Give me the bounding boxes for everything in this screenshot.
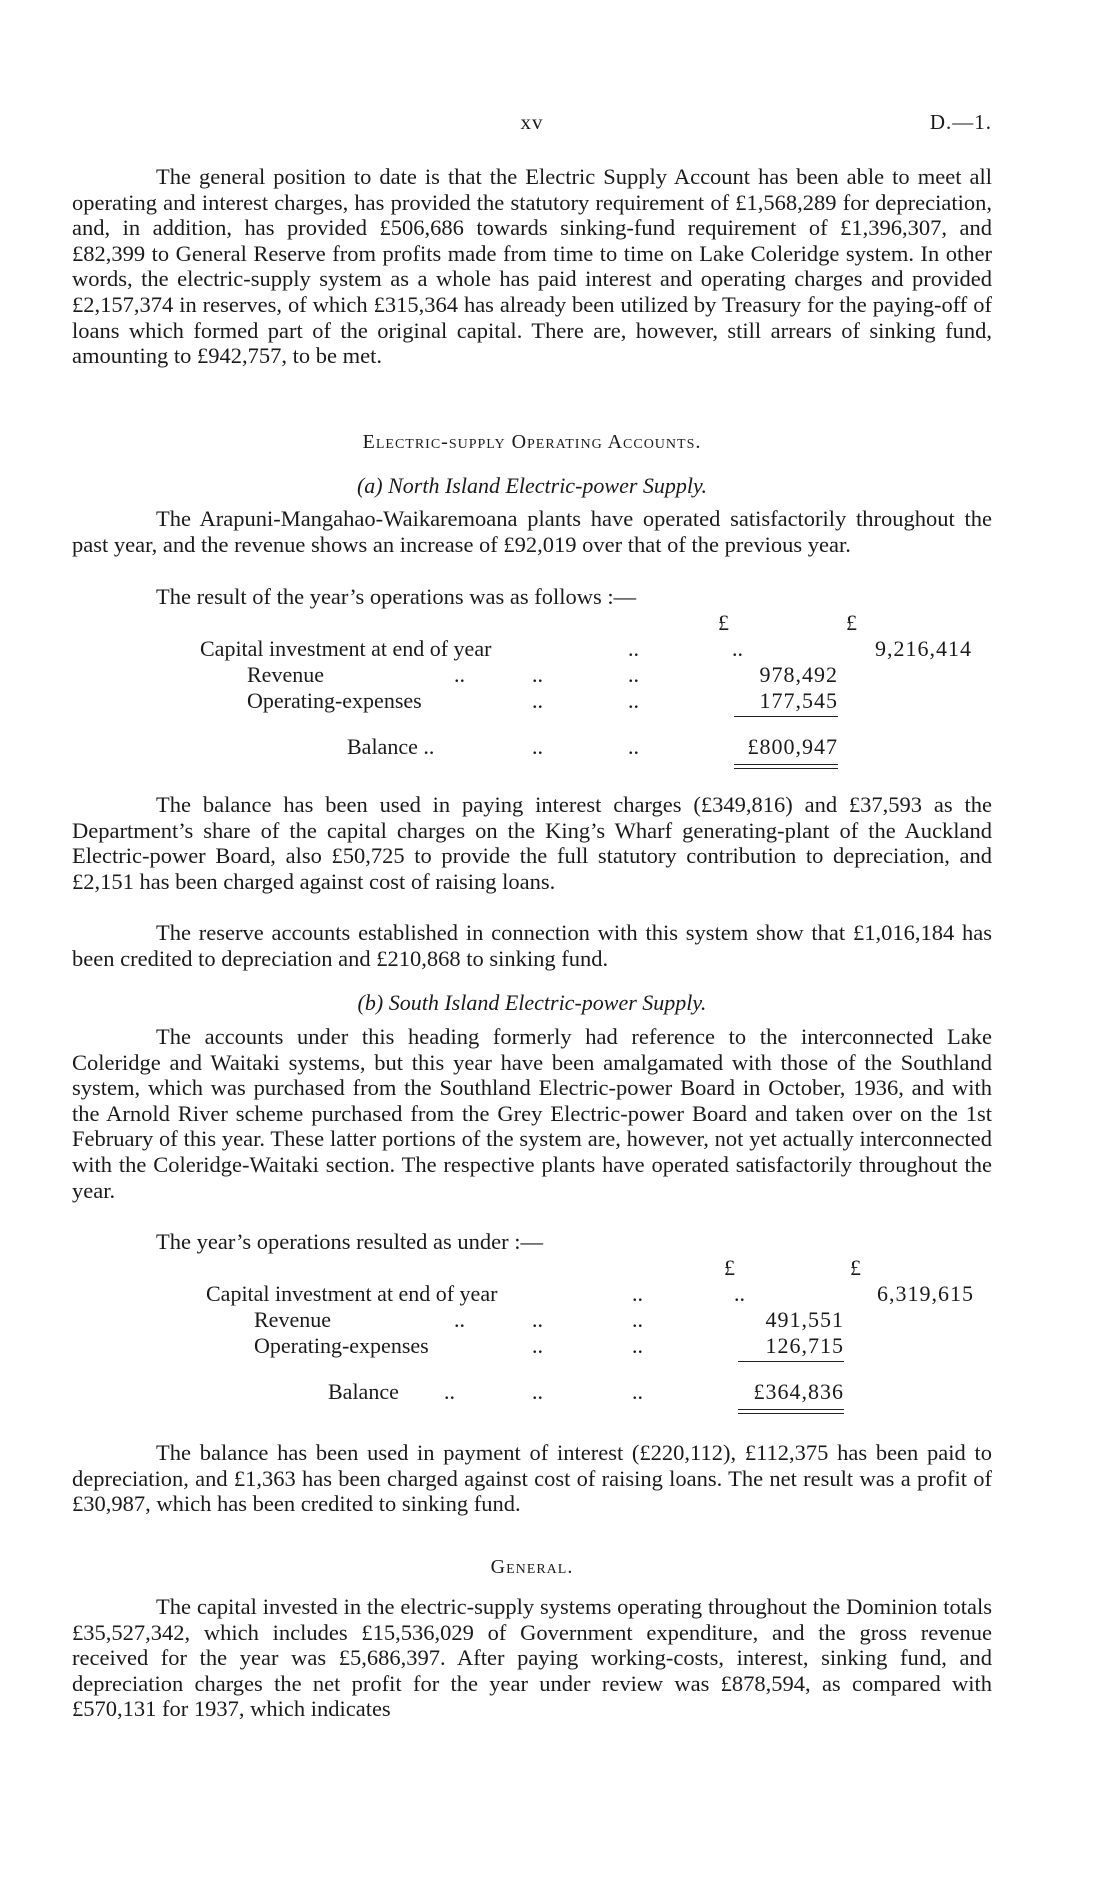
north-paragraph-3	[72, 792, 992, 894]
leader-dots: ..	[628, 688, 639, 713]
page-number: xv	[520, 110, 544, 134]
south-paragraph-2	[72, 1229, 992, 1255]
table-row	[72, 636, 992, 662]
north-paragraph-4-text: The reserve accounts established in connection with this system show that £1,016,184 has been credited to depreciation and £210,868 to sinking fund.	[72, 920, 992, 971]
south-paragraph-3	[72, 1440, 992, 1517]
table-label: Revenue	[247, 662, 324, 687]
table-label: Revenue	[254, 1307, 331, 1332]
north-subheading-text: North Island Electric-power Supply.	[388, 473, 708, 498]
document-reference: D.—1.	[929, 110, 992, 134]
total-rule	[738, 1413, 844, 1414]
leader-dots: ..	[532, 662, 543, 687]
subtotal-rule	[734, 716, 838, 717]
currency-symbol: £	[846, 610, 857, 635]
north-paragraph-3-text: The balance has been used in paying interest charges (£349,816) and £37,593 as the Department’s share of the capital charges on the King’s Wharf generating-plant of the Auckland Electric-power Board, also £50,725 to provide the full statutory contribution to depreciation, and £2,151 has been charged against cost of raising loans.	[72, 792, 992, 894]
table-value: 177,545	[759, 688, 838, 713]
subtotal-rule	[738, 1361, 844, 1362]
table-label: Balance	[328, 1379, 399, 1404]
table-label: Operating-expenses	[254, 1333, 429, 1358]
north-paragraph-1-text: The Arapuni-Mangahao-Waikaremoana plants have operated satisfactorily throughout the past year, and the revenue shows an increase of £92,019 over that of the previous year.	[72, 506, 992, 557]
leader-dots: ..	[532, 734, 543, 759]
leader-dots: ..	[454, 662, 465, 687]
currency-symbol: £	[850, 1255, 861, 1280]
table-row	[72, 1307, 992, 1333]
leader-dots: ..	[532, 1379, 543, 1404]
total-rule	[734, 764, 838, 765]
table-currency-row	[72, 610, 992, 636]
south-paragraph-1-text: The accounts under this heading formerly had reference to the interconnected Lake Coleridge and Waitaki systems, but this year have been amalgamated with those of the Southland system, which was purchased from the Southland Electric-power Board in October, 1936, and with the Arnold River scheme purchased from the Grey Electric-power Board and taken over on the 1st February of this year. These latter portions of the system are, however, not yet actually interconnected with the Coleridge-Waitaki section. The respective plants have operated satisfactorily throughout the year.	[72, 1024, 992, 1203]
table-value: £364,836	[753, 1379, 844, 1404]
south-paragraph-1	[72, 1024, 992, 1203]
south-paragraph-3-text: The balance has been used in payment of interest (£220,112), £112,375 has been paid to depreciation, and £1,363 has been charged against cost of raising loans. The net result was a profit of £30,987, which has been credited to sinking fund.	[72, 1440, 992, 1517]
north-subheading-label: (a)	[356, 473, 383, 498]
general-paragraph-1-text: The capital invested in the electric-supply systems operating throughout the Dominion totals £35,527,342, which includes £15,536,029 of Government expenditure, and the gross revenue received for the year was £5,686,397. After paying working-costs, interest, sinking fund, and depreciation charges the net profit for the year under review was £878,594, as compared with £570,131 for 1937, which indicates	[72, 1594, 992, 1722]
intro-paragraph-text: The general position to date is that the Electric Supply Account has been able to meet all operating and interest charges, has provided the statutory requirement of £1,568,289 for depreciation, and, in addition, has provided £506,686 towards sinking-fund requirement of £1,396,307, and £82,399 to General Reserve from profits made from time to time on Lake Coleridge system. In other words, the electric-supply system as a whole has paid interest and operating charges and provided £2,157,374 in reserves, of which £315,364 has already been utilized by Treasury for the paying-off of loans which formed part of the original capital. There are, however, still arrears of sinking fund, amounting to £942,757, to be met.	[72, 164, 992, 369]
document-page	[72, 0, 992, 1889]
north-paragraph-1	[72, 506, 992, 557]
table-value: 978,492	[759, 662, 838, 687]
leader-dots: ..	[444, 1379, 455, 1404]
leader-dots: ..	[734, 1281, 745, 1306]
leader-dots: ..	[632, 1379, 643, 1404]
south-subheading-label: (b)	[357, 990, 384, 1015]
table-value: 6,319,615	[877, 1281, 974, 1306]
south-subheading-text: South Island Electric-power Supply.	[388, 990, 707, 1015]
total-rule	[738, 1409, 844, 1410]
table-value: 126,715	[765, 1333, 844, 1358]
intro-paragraph	[72, 164, 992, 369]
table-label: Operating-expenses	[247, 688, 422, 713]
table-label: Capital investment at end of year	[206, 1281, 498, 1306]
leader-dots: ..	[532, 1307, 543, 1332]
leader-dots: ..	[454, 1307, 465, 1332]
table-label: Capital investment at end of year	[200, 636, 492, 661]
total-rule	[734, 768, 838, 769]
leader-dots: ..	[532, 1333, 543, 1358]
table-row	[72, 1333, 992, 1359]
general-heading: General.	[490, 1556, 574, 1578]
north-paragraph-2-text: The result of the year’s operations was as follows :—	[156, 584, 637, 609]
table-row	[72, 688, 992, 714]
leader-dots: ..	[628, 636, 639, 661]
north-paragraph-2	[72, 584, 992, 610]
table-value: 491,551	[765, 1307, 844, 1332]
section-heading: Electric-supply Operating Accounts.	[362, 431, 702, 453]
leader-dots: ..	[628, 662, 639, 687]
leader-dots: ..	[632, 1333, 643, 1358]
general-paragraph-1	[72, 1594, 992, 1722]
table-label: Balance ..	[347, 734, 435, 759]
table-value: £800,947	[747, 734, 838, 759]
table-value: 9,216,414	[875, 636, 972, 661]
table-currency-row	[72, 1255, 992, 1281]
table-row	[72, 1281, 992, 1307]
north-subheading	[72, 473, 992, 499]
table-row-balance	[72, 734, 992, 760]
south-paragraph-2-text: The year’s operations resulted as under :—	[156, 1229, 543, 1254]
table-row-balance	[72, 1379, 992, 1405]
leader-dots: ..	[732, 636, 743, 661]
table-row	[72, 662, 992, 688]
currency-symbol: £	[718, 610, 729, 635]
leader-dots: ..	[632, 1307, 643, 1332]
currency-symbol: £	[724, 1255, 735, 1280]
leader-dots: ..	[628, 734, 639, 759]
leader-dots: ..	[532, 688, 543, 713]
north-paragraph-4	[72, 920, 992, 971]
south-subheading	[72, 990, 992, 1016]
leader-dots: ..	[632, 1281, 643, 1306]
